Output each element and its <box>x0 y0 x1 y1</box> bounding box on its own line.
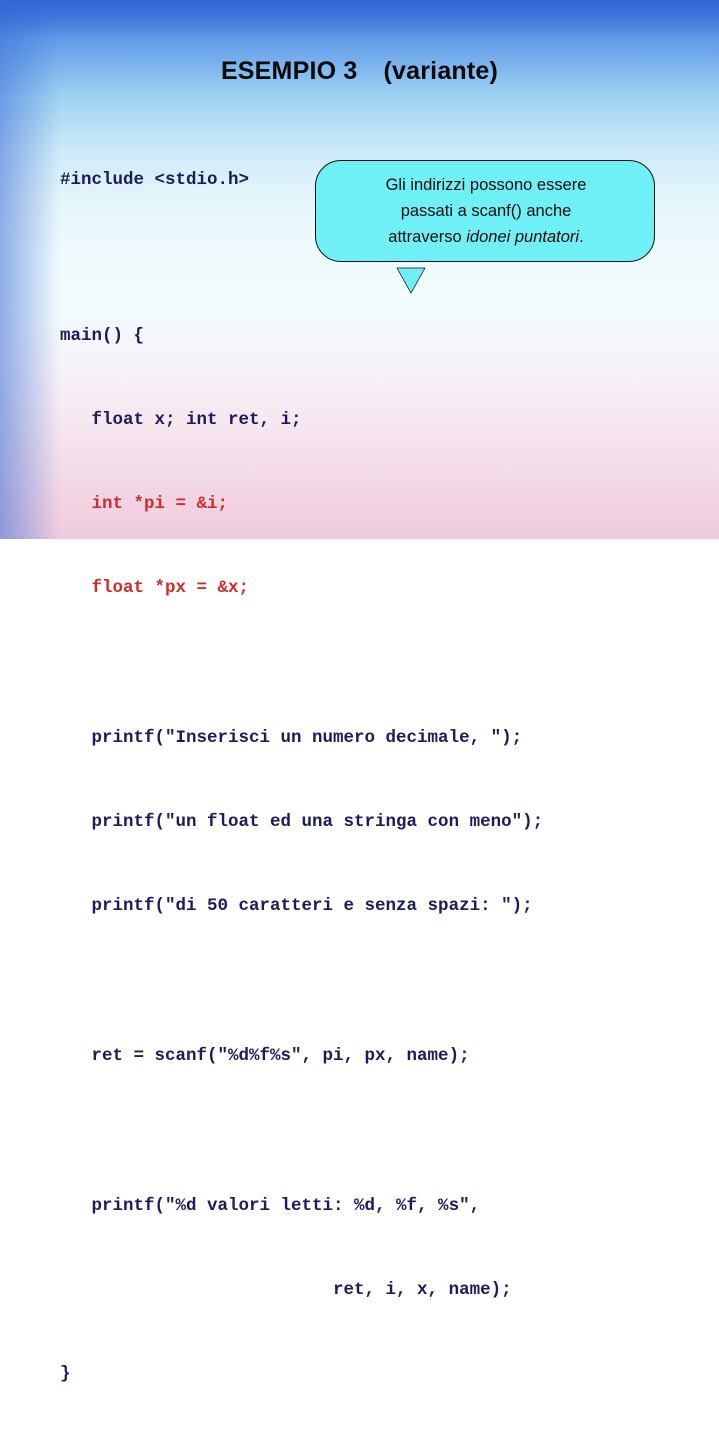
code-line-decl-float: float x; int ret, i; <box>60 410 302 430</box>
callout-line-3-plain: attraverso <box>388 228 467 246</box>
code-spacer-2 <box>60 658 680 668</box>
code-line-printf-result: printf("%d valori letti: %d, %f, %s", <box>60 1196 481 1216</box>
code-line-main: main() { <box>60 326 145 346</box>
code-block <box>60 110 680 1444</box>
page-title <box>0 57 719 86</box>
callout-text <box>316 172 656 250</box>
code-line-close-brace: } <box>60 1364 71 1384</box>
code-line-decl-pi: int *pi = &i; <box>60 494 229 514</box>
code-line-printf-args: ret, i, x, name); <box>60 1280 512 1300</box>
page-title-main: ESEMPIO 3 <box>220 57 358 85</box>
callout-line-3-italic: idonei puntatori <box>466 228 580 246</box>
callout-line-1: Gli indirizzi possono essere <box>385 176 587 194</box>
code-spacer-4 <box>60 1126 680 1136</box>
code-line-decl-px: float *px = &x; <box>60 578 250 598</box>
callout-tail-outline <box>396 256 426 306</box>
code-line-include: #include <stdio.h> <box>60 170 250 190</box>
code-spacer-3 <box>60 976 680 986</box>
callout-line-3 <box>316 224 656 250</box>
code-line-scanf: ret = scanf("%d%f%s", pi, px, name); <box>60 1046 470 1066</box>
code-line-printf-2: printf("un float ed una stringa con meno"); <box>60 812 544 832</box>
code-line-printf-1: printf("Inserisci un numero decimale, "); <box>60 728 523 748</box>
page-title-sub: (variante) <box>383 57 499 85</box>
callout-line-2: passati a scanf() anche <box>400 202 572 220</box>
code-line-printf-3: printf("di 50 caratteri e senza spazi: "); <box>60 896 533 916</box>
callout-bubble <box>315 160 655 262</box>
callout-line-3-end: . <box>579 228 584 246</box>
